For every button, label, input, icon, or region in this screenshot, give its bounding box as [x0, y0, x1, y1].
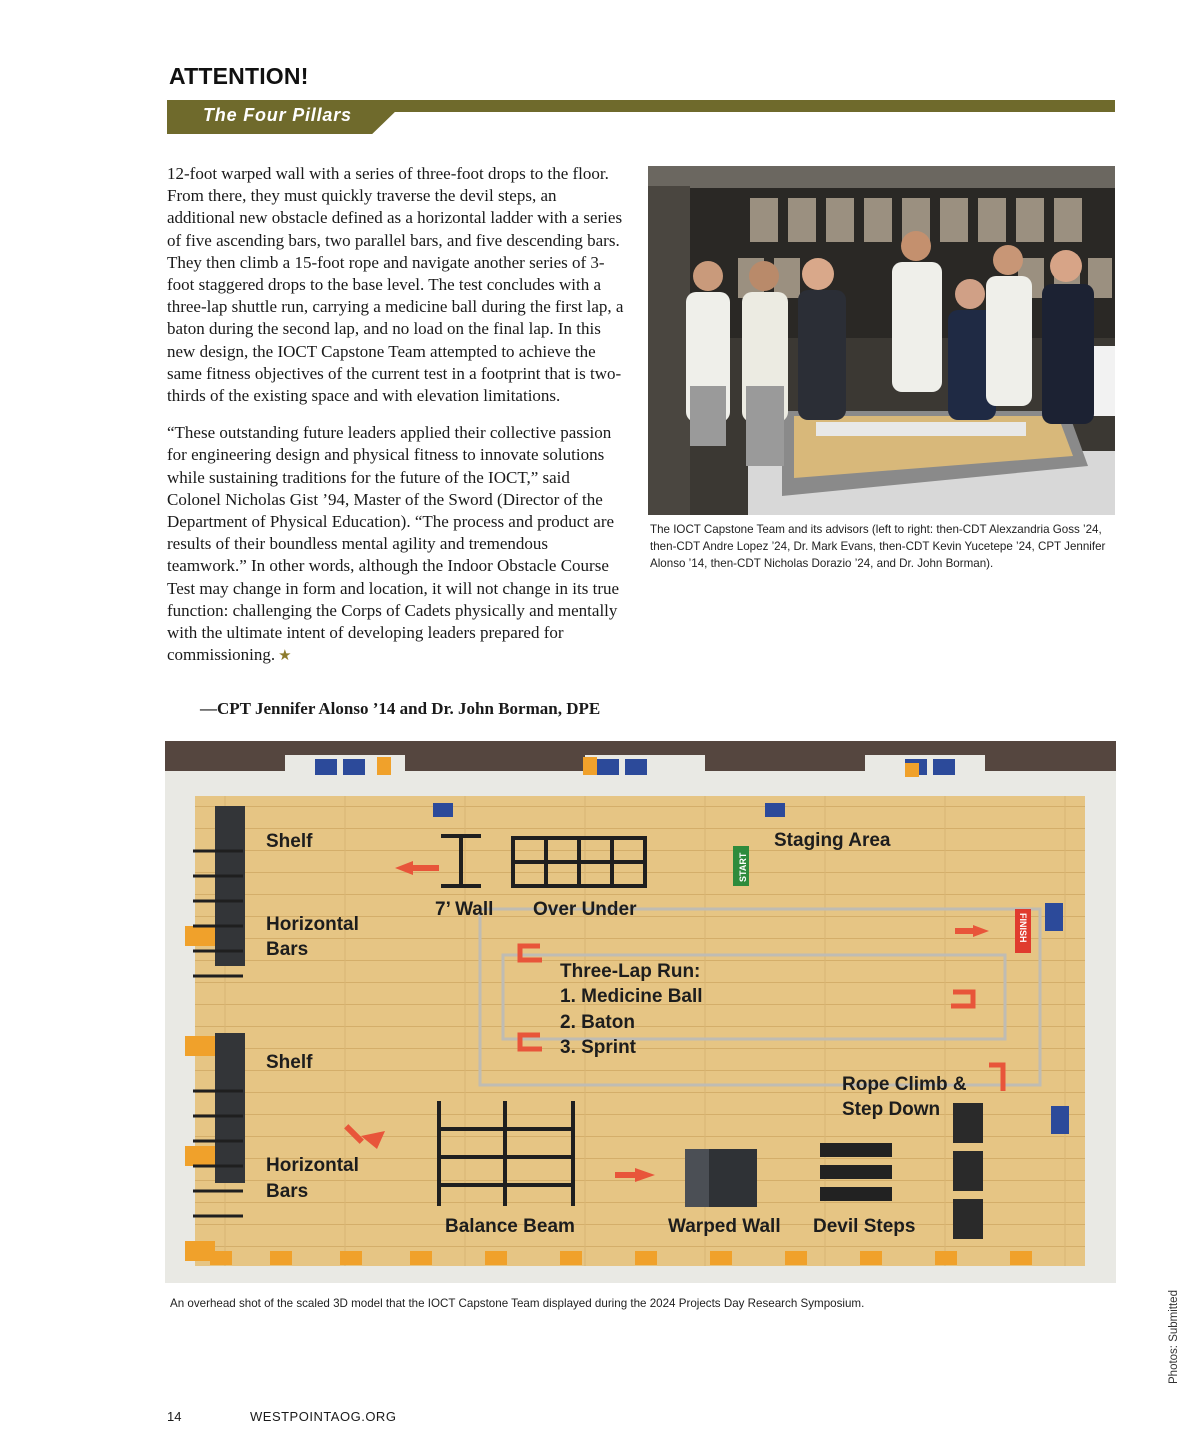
model-caption: An overhead shot of the scaled 3D model that the IOCT Capstone Team displayed during the 2024 Projects Day Research Symposium.	[170, 1297, 865, 1310]
label-shelf-top: Shelf	[266, 831, 313, 852]
label-three-lap-run: Three-Lap Run:	[560, 961, 701, 982]
label-run-2: 2. Baton	[560, 1012, 635, 1033]
label-7ft-wall: 7’ Wall	[435, 899, 494, 920]
model-overhead-image	[165, 741, 1116, 1283]
label-horizontal-top-1: Horizontal	[266, 914, 359, 935]
label-run-1: 1. Medicine Ball	[560, 986, 703, 1007]
label-rope-climb-2: Step Down	[842, 1099, 941, 1120]
model-illustration	[165, 741, 1116, 1283]
section-heading: ATTENTION!	[169, 63, 309, 89]
label-horizontal-bottom-1: Horizontal	[266, 1155, 359, 1176]
finish-tag: FINISH	[1018, 913, 1028, 943]
label-shelf-bottom: Shelf	[266, 1052, 313, 1073]
label-horizontal-top-2: Bars	[266, 939, 309, 960]
byline: —CPT Jennifer Alonso ’14 and Dr. John Borman, DPE	[200, 699, 601, 718]
label-devil-steps: Devil Steps	[813, 1216, 916, 1237]
label-balance-beam: Balance Beam	[445, 1216, 575, 1237]
banner-title: The Four Pillars	[203, 105, 352, 125]
label-warped-wall: Warped Wall	[668, 1216, 781, 1237]
end-star-icon: ★	[278, 648, 292, 665]
page-number: 14	[167, 1409, 182, 1424]
label-staging-area: Staging Area	[774, 830, 891, 851]
article-paragraph-2	[167, 422, 627, 667]
site-link[interactable]: WESTPOINTAOG.ORG	[250, 1409, 397, 1424]
team-photo-illustration	[648, 166, 1115, 515]
team-photo	[648, 166, 1115, 515]
article-paragraph-1: 12-foot warped wall with a series of three-foot drops to the floor. From there, they must quickly traverse the devil steps, an additional new obstacle defined as a horizontal ladder with a series of five ascending bars, two parallel bars, and five descending bars. They then climb a 15-foot rope and navigate another series of 3-foot staggered drops to the base level. The test concludes with a three-lap shuttle run, carrying a medicine ball during the first lap, a baton during the second lap, and no load on the final lap. In this new design, the IOCT Capstone Team attempted to achieve the same fitness objectives of the current test in a footprint that is two-thirds of the existing space and with elevation limitations.	[167, 164, 624, 406]
label-over-under: Over Under	[533, 899, 637, 920]
label-horizontal-bottom-2: Bars	[266, 1181, 309, 1202]
start-tag: START	[738, 852, 748, 882]
label-rope-climb-1: Rope Climb &	[842, 1074, 967, 1095]
article-paragraph-2-text: “These outstanding future leaders applied their collective passion for engineering design and physical fitness to innovate solutions while sustaining traditions for the future of the IOCT,” said Colonel Nicholas Gist ’94, Master of the Sword (Director of the Department of Physical Education). “The process and product are results of their boundless mental agility and tremendous teamwork.” In other words, although the Indoor Obstacle Course Test may change in form and location, it will not change in its true function: challenging the Corps of Cadets physically and mentally with the ultimate intent of developing leaders prepared for commissioning.	[167, 423, 620, 665]
label-run-3: 3. Sprint	[560, 1037, 637, 1058]
photo-credit: Photos: Submitted	[1168, 1290, 1180, 1384]
photo-caption: The IOCT Capstone Team and its advisors (left to right: then-CDT Alexzandria Goss ’24, then-CDT Andre Lopez ’24, Dr. Mark Evans, then-CDT Kevin Yucetepe ’24, CPT Jennifer Alonso ’14, then-CDT Nicholas Dorazio ’24, and Dr. John Borman).	[650, 523, 1106, 570]
article-body	[167, 163, 627, 682]
